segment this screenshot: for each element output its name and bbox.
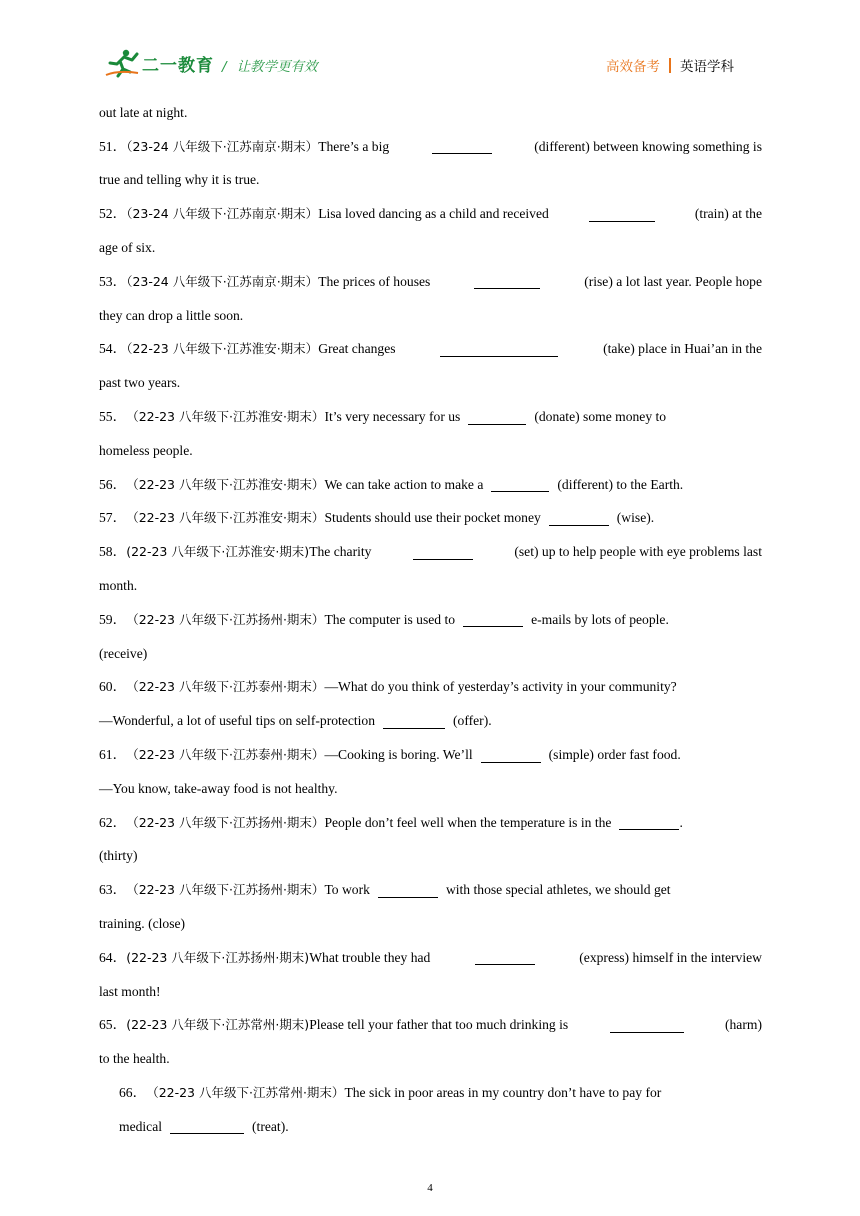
question-text: To work — [324, 882, 370, 898]
header-tagline: 高效备考 — [606, 59, 660, 75]
question-text: —What do you think of yesterday’s activity in your community? — [324, 679, 677, 695]
question-65 — [99, 1009, 762, 1043]
question-number: 60． — [99, 679, 127, 695]
line-text: —You know, take-away food is not healthy. — [99, 780, 338, 796]
line-text: training. (close) — [99, 916, 186, 932]
line-text: —Wonderful, a lot of useful tips on self-protection — [99, 713, 376, 729]
question-list — [99, 96, 762, 1144]
question-source: （22-23 八年级下·江苏泰州·期末） — [126, 747, 325, 763]
line-text: medical — [119, 1118, 163, 1134]
question-number: 52． — [99, 206, 127, 222]
question-source: （22-23 八年级下·江苏常州·期末） — [146, 1085, 345, 1100]
page-header — [0, 0, 860, 90]
question-source: （22-23 八年级下·江苏扬州·期末） — [126, 882, 325, 898]
question-text: Students should use their pocket money — [324, 510, 541, 526]
question-source: （22-23 八年级下·江苏泰州·期末） — [126, 679, 325, 695]
text-line — [99, 164, 762, 198]
question-number: 63． — [99, 882, 127, 898]
question-source: （22-23 八年级下·江苏淮安·期末） — [126, 476, 325, 492]
answer-blank[interactable] — [463, 612, 523, 627]
page-number: 4 — [427, 1182, 433, 1194]
question-source: （22-23 八年级下·江苏淮安·期末） — [126, 510, 325, 526]
question-number: 65． — [99, 1017, 127, 1033]
answer-blank[interactable] — [491, 477, 549, 492]
question-number: 57． — [99, 510, 127, 526]
question-text: (different) between knowing something is — [534, 138, 762, 154]
runner-logo-icon — [104, 48, 140, 78]
line-text: (receive) — [99, 645, 148, 661]
question-source: （22-23 八年级下·江苏淮安·期末） — [126, 409, 325, 425]
text-line — [99, 840, 762, 874]
text-line — [99, 704, 762, 738]
question-text: (express) himself in the interview — [579, 949, 762, 965]
question-52 — [99, 197, 762, 231]
text-line — [99, 772, 762, 806]
question-text: (rise) a lot last year. People hope — [584, 273, 762, 289]
question-text: (simple) order fast food. — [548, 747, 681, 763]
text-line — [99, 1110, 762, 1144]
question-number: 66． — [119, 1085, 147, 1100]
logo — [104, 48, 214, 78]
line-text: past two years. — [99, 375, 181, 391]
answer-blank[interactable] — [170, 1119, 244, 1134]
question-number: 59． — [99, 611, 127, 627]
question-58 — [99, 535, 762, 569]
question-text: (different) to the Earth. — [557, 476, 684, 492]
question-60 — [99, 671, 762, 705]
header-subject-label: 英语学科 — [680, 59, 734, 75]
question-source: (22-23 八年级下·江苏淮安·期末) — [126, 544, 310, 560]
question-text: with those special athletes, we should get — [445, 882, 671, 898]
text-line — [99, 569, 762, 603]
answer-blank[interactable] — [549, 511, 609, 526]
question-source: (22-23 八年级下·江苏常州·期末) — [126, 1017, 310, 1033]
question-text: The prices of houses — [318, 273, 431, 289]
question-text: (wise). — [616, 510, 655, 526]
question-number: 55． — [99, 409, 127, 425]
line-text: (treat). — [252, 1118, 289, 1134]
question-text: The sick in poor areas in my country don’t have to pay for — [344, 1085, 662, 1100]
text-line — [99, 434, 762, 468]
line-text: (thirty) — [99, 848, 138, 864]
question-text: (train) at the — [694, 206, 762, 222]
line-text: out late at night. — [99, 104, 188, 120]
question-text: —Cooking is boring. We’ll — [324, 747, 473, 763]
question-66 — [99, 1076, 762, 1110]
header-divider — [669, 58, 671, 73]
question-54 — [99, 333, 762, 367]
slogan-divider: / — [222, 59, 227, 75]
question-source: （23-24 八年级下·江苏南京·期末） — [126, 206, 319, 222]
question-text: e-mails by lots of people. — [531, 611, 669, 627]
question-text: Lisa loved dancing as a child and received — [318, 206, 549, 222]
question-number: 51． — [99, 138, 127, 154]
question-number: 64． — [99, 949, 127, 965]
question-source: （22-23 八年级下·江苏扬州·期末） — [126, 814, 325, 830]
question-53 — [99, 265, 762, 299]
line-text: homeless people. — [99, 442, 193, 458]
answer-blank[interactable] — [619, 815, 679, 830]
answer-blank[interactable] — [468, 410, 526, 425]
question-61 — [99, 738, 762, 772]
slogan-text: 让教学更有效 — [236, 59, 318, 75]
answer-blank[interactable] — [610, 1018, 684, 1033]
question-text: We can take action to make a — [324, 476, 484, 492]
question-number: 53． — [99, 273, 127, 289]
question-text: (donate) some money to — [534, 409, 667, 425]
question-55 — [99, 400, 762, 434]
answer-blank[interactable] — [589, 207, 655, 222]
question-text: (set) up to help people with eye problems last — [514, 544, 762, 560]
answer-blank[interactable] — [440, 342, 558, 357]
question-source: （23-24 八年级下·江苏南京·期末） — [126, 273, 319, 289]
question-number: 61． — [99, 747, 127, 763]
text-line — [99, 299, 762, 333]
line-text: month. — [99, 578, 138, 594]
question-62 — [99, 806, 762, 840]
answer-blank[interactable] — [475, 950, 535, 965]
header-subject — [606, 55, 734, 75]
question-text: There’s a big — [318, 138, 390, 154]
question-text: The computer is used to — [324, 611, 456, 627]
text-line — [99, 231, 762, 265]
question-text: Please tell your father that too much drinking is — [309, 1017, 569, 1033]
line-text: to the health. — [99, 1051, 170, 1067]
question-number: 58． — [99, 544, 127, 560]
answer-blank[interactable] — [474, 274, 540, 289]
question-text: . — [679, 814, 683, 830]
question-56 — [99, 468, 762, 502]
question-text: People don’t feel well when the temperature is in the — [324, 814, 612, 830]
question-64 — [99, 941, 762, 975]
header-slogan — [222, 55, 318, 75]
answer-blank[interactable] — [481, 748, 541, 763]
question-source: （23-24 八年级下·江苏南京·期末） — [126, 138, 319, 154]
text-line — [99, 975, 762, 1009]
question-text: (take) place in Huai’an in the — [603, 341, 762, 357]
text-line — [99, 96, 762, 130]
line-text: they can drop a little soon. — [99, 307, 244, 323]
answer-blank[interactable] — [413, 545, 473, 560]
line-text: last month! — [99, 983, 161, 999]
question-number: 54． — [99, 341, 127, 357]
question-text: (harm) — [724, 1017, 762, 1033]
question-source: (22-23 八年级下·江苏扬州·期末) — [126, 949, 310, 965]
answer-blank[interactable] — [378, 883, 438, 898]
question-57 — [99, 502, 762, 536]
question-number: 56． — [99, 476, 127, 492]
question-59 — [99, 603, 762, 637]
line-text: (offer). — [453, 713, 492, 729]
question-source: （22-23 八年级下·江苏扬州·期末） — [126, 611, 325, 627]
question-63 — [99, 873, 762, 907]
answer-blank[interactable] — [432, 139, 492, 154]
line-text: age of six. — [99, 240, 156, 256]
question-text: It’s very necessary for us — [324, 409, 461, 425]
question-text: The charity — [309, 544, 372, 560]
question-text: Great changes — [318, 341, 396, 357]
question-51 — [99, 130, 762, 164]
text-line — [99, 637, 762, 671]
text-line — [99, 1042, 762, 1076]
question-source: （22-23 八年级下·江苏淮安·期末） — [126, 341, 319, 357]
question-number: 62． — [99, 814, 127, 830]
text-line — [99, 907, 762, 941]
question-text: What trouble they had — [309, 949, 431, 965]
logo-text: 二一教育 — [142, 55, 214, 76]
answer-blank[interactable] — [383, 714, 445, 729]
line-text: true and telling why it is true. — [99, 172, 260, 188]
text-line — [99, 366, 762, 400]
